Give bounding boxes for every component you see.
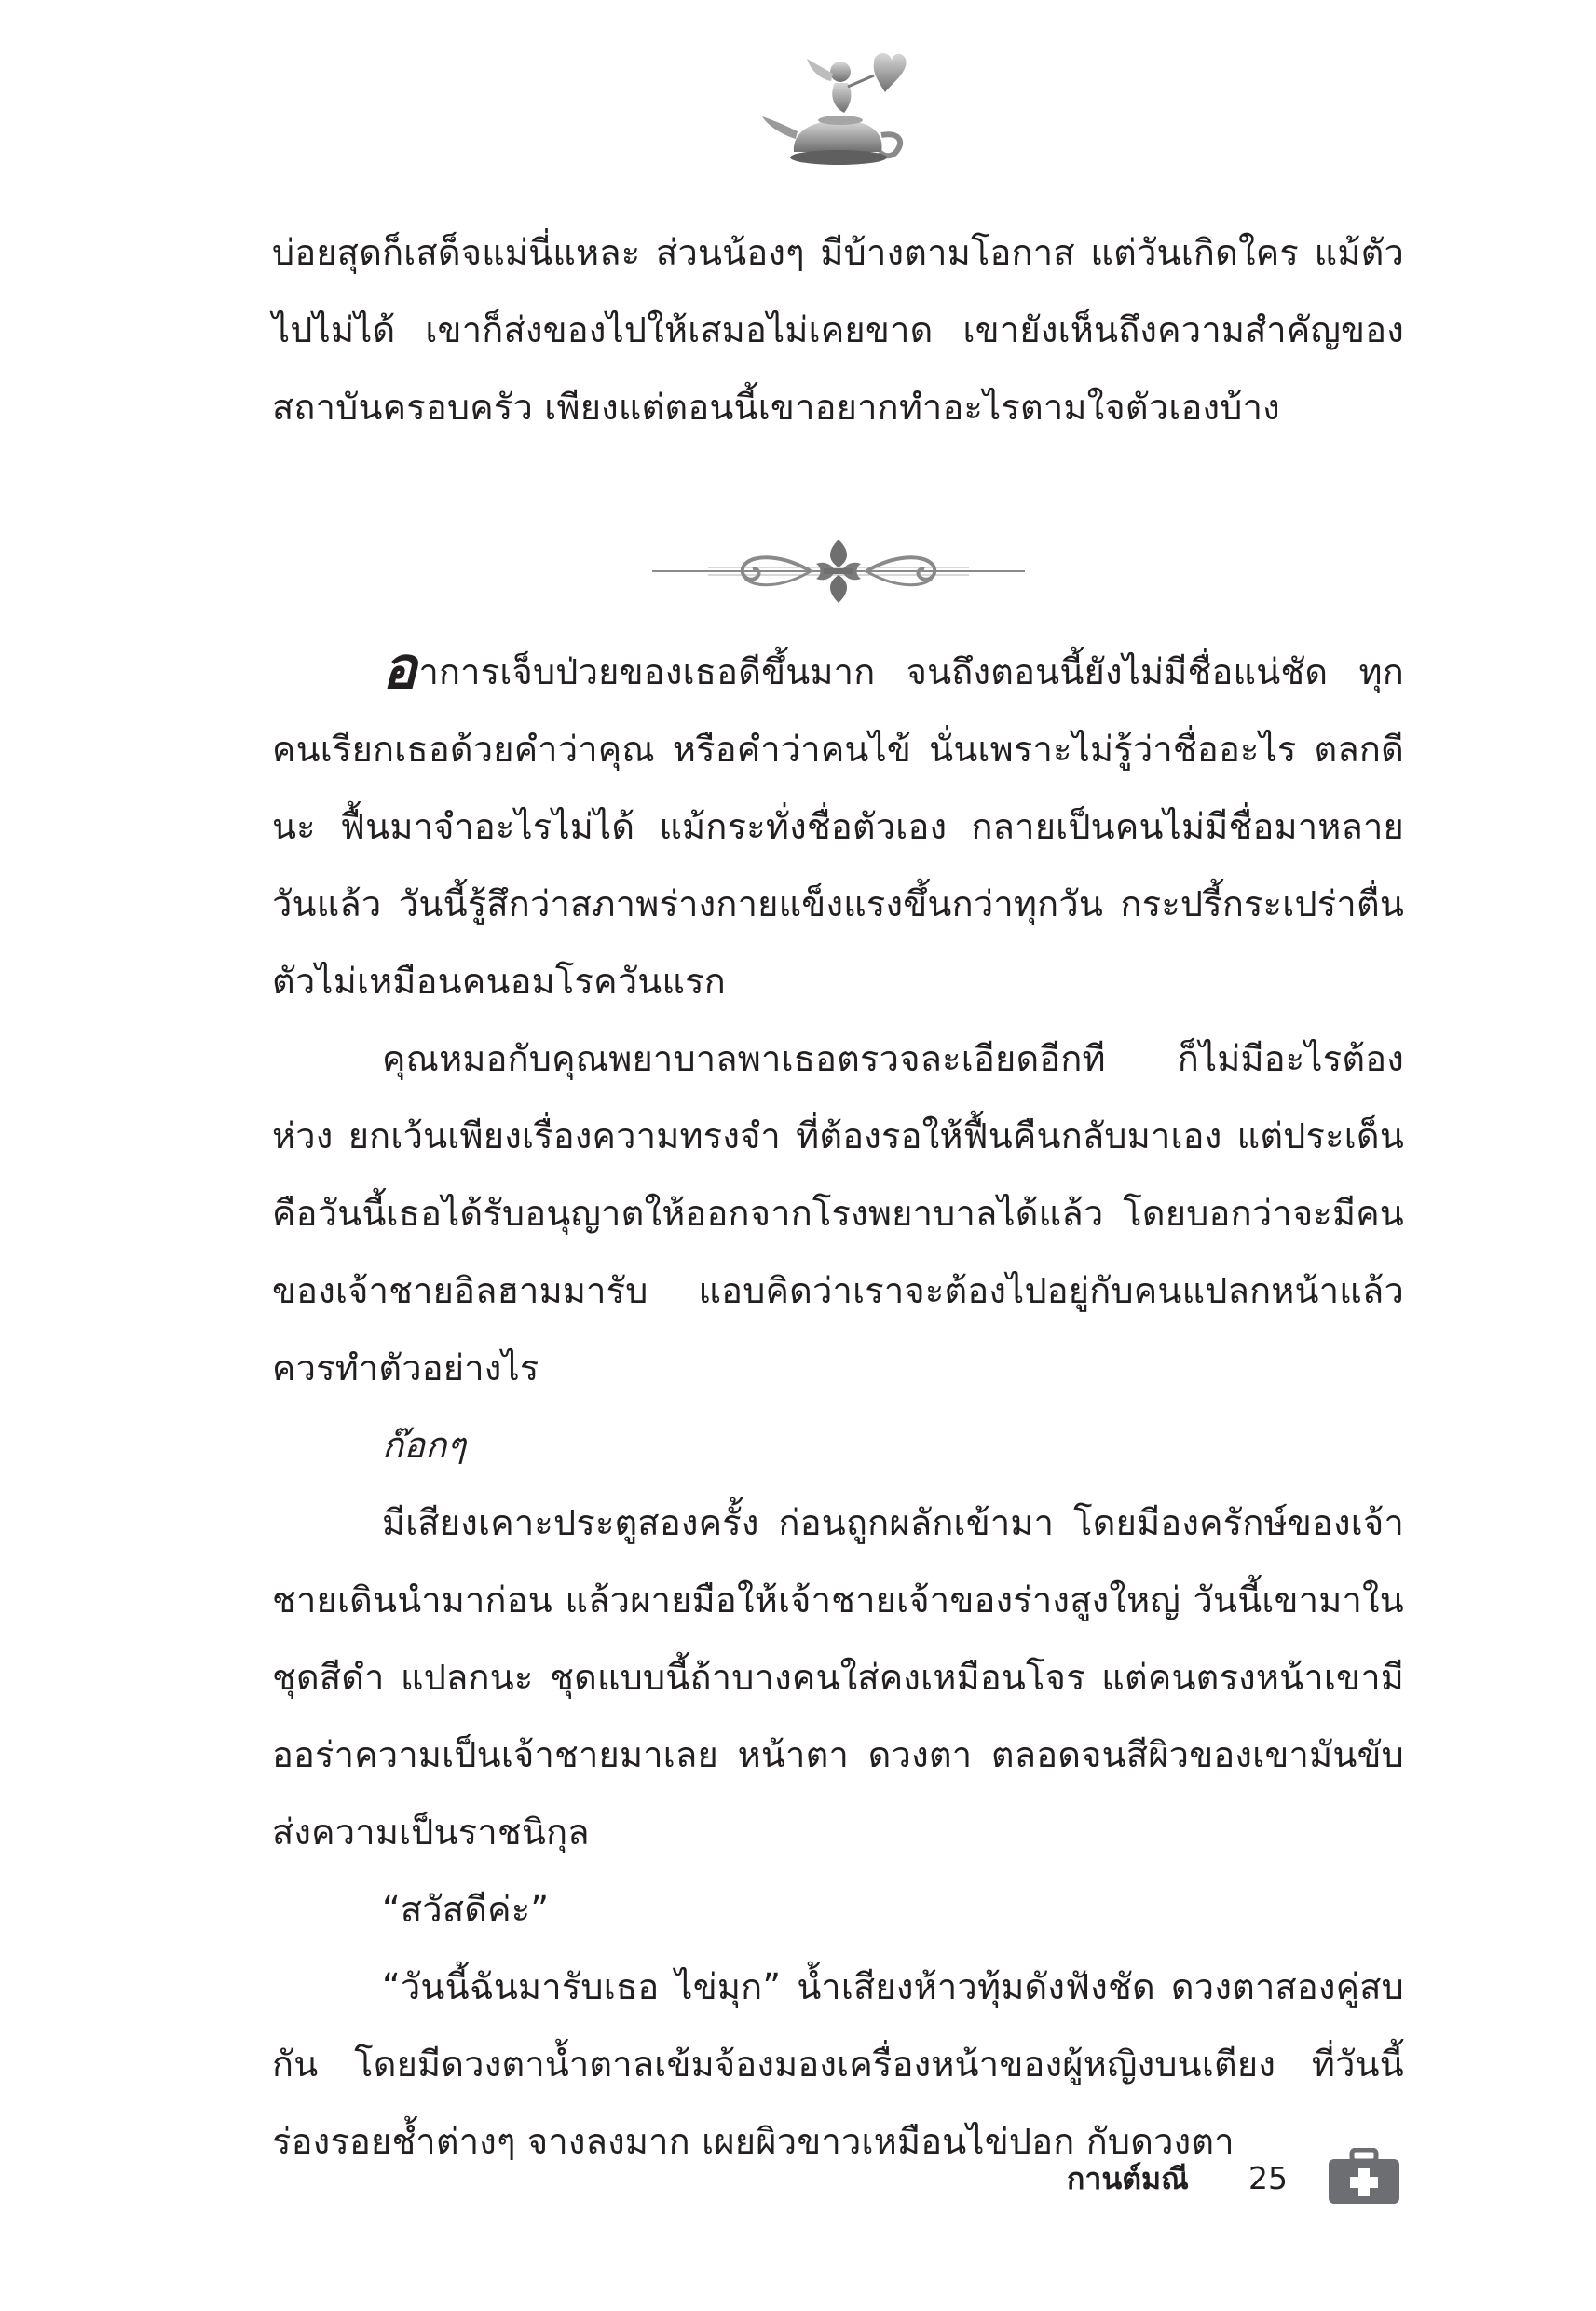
page-number: 25 [1248, 2160, 1288, 2196]
body-paragraph: “วันนี้ฉันมารับเธอ ไข่มุก” น้ำเสียงห้าวทุ้มดังฟังชัด ดวงตาสองคู่สบกัน โดยมีดวงตาน้ำตาลเข้มจ้องมองเครื่องหน้าของผู้หญิงบนเตียง ที่วันนี้ร่องรอยช้ำต่างๆ จางลงมาก เผยผิวขาวเหมือนไข่ปอก กับดวงตา [272, 1966, 1404, 2162]
body-paragraph: บ่อยสุดก็เสด็จแม่นี่แหละ ส่วนน้องๆ มีบ้างตามโอกาส แต่วันเกิดใคร แม้ตัวไปไม่ได้ เขาก็ส่งของไปให้เสมอไม่เคยขาด เขายังเห็นถึงความสำคัญของสถาบันครอบครัว เพียงแต่ตอนนี้เขาอยากทำอะไรตามใจตัวเองบ้าง [272, 232, 1404, 428]
medical-kit-icon [1327, 2148, 1401, 2206]
opening-paragraph-text: าการเจ็บป่วยของเธอดีขึ้นมาก จนถึงตอนนี้ยังไม่มีชื่อแน่ชัด ทุกคนเรียกเธอด้วยคำว่าคุณ หรือคำว่าคนไข้ นั่นเพราะไม่รู้ว่าชื่ออะไร ตลกดีนะ ฟื้นมาจำอะไรไม่ได้ แม้กระทั่งชื่อตัวเอง กลายเป็นคนไม่มีชื่อมาหลายวันแล้ว วันนี้รู้สึกว่าสภาพร่างกายแข็งแรงขึ้นกว่าทุกวัน กระปรี้กระเปร่าตื่นตัวไม่เหมือนคนอมโรควันแรก [272, 651, 1404, 1002]
sound-effect: ก๊อกๆ [382, 1425, 467, 1466]
body-paragraph: คุณหมอกับคุณพยาบาลพาเธอตรวจละเอียดอีกที ก็ไม่มีอะไรต้องห่วง ยกเว้นเพียงเรื่องความทรงจำ ที่ต้องรอให้ฟื้นคืนกลับมาเอง แต่ประเด็นคือวันนี้เธอได้รับอนุญาตให้ออกจากโรงพยาบาลได้แล้ว โดยบอกว่าจะมีคนของเจ้าชายอิลฮามมารับ แอบคิดว่าเราจะต้องไปอยู่กับคนแปลกหน้าแล้วควรทำตัวอย่างไร [272, 1038, 1404, 1388]
top-paragraph-block [272, 214, 1404, 446]
dialogue-line: “สวัสดีค่ะ” [382, 1889, 550, 1930]
body-paragraph: มีเสียงเคาะประตูสองครั้ง ก่อนถูกผลักเข้ามา โดยมีองครักษ์ของเจ้าชายเดินนำมาก่อน แล้วผายมือให้เจ้าชายเจ้าของร่างสูงใหญ่ วันนี้เขามาในชุดสีดำ แปลกนะ ชุดแบบนี้ถ้าบางคนใส่คงเหมือนโจร แต่คนตรงหน้าเขามีออร่าความเป็นเจ้าชายมาเลย หน้าตา ดวงตา ตลอดจนสีผิวของเขามันขับส่งความเป็นราชนิกุล [272, 1502, 1404, 1853]
opening-paragraph [272, 634, 1404, 1020]
book-title: กานต์มณี [1067, 2161, 1189, 2196]
drop-cap: อ [382, 634, 417, 702]
cupid-teapot-emblem-icon [755, 42, 918, 182]
ornamental-divider-icon [652, 526, 1025, 615]
main-text-block [272, 634, 1404, 2181]
